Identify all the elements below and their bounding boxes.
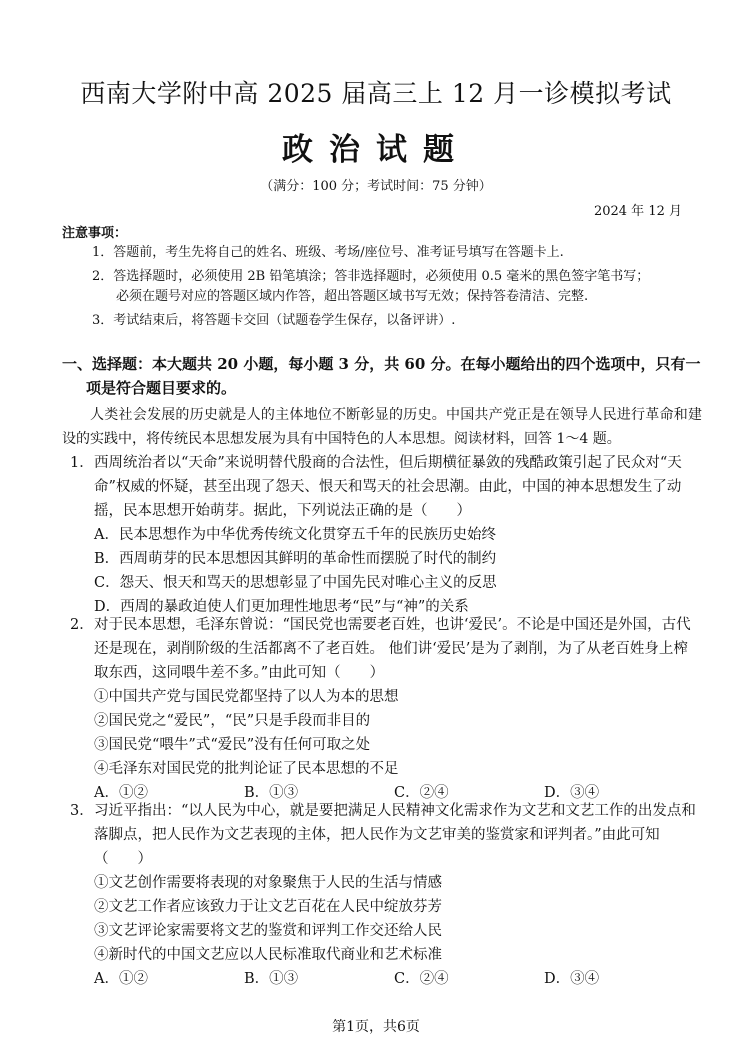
statement-3: ③文艺评论家需要将文艺的鉴赏和评判工作交还给人民 (94, 923, 442, 939)
exam-title: 西南大学附中高 2025 届高三上 12 月一诊模拟考试 (80, 79, 672, 108)
statement-1: ①文艺创作需要将表现的对象聚焦于人民的生活与情感 (94, 875, 442, 891)
statement-1: ①中国共产党与国民党都坚持了以人为本的思想 (94, 689, 399, 705)
option-a: A．民本思想作为中华优秀传统文化贯穿五千年的民族历史始终 (94, 527, 496, 543)
question-1 (70, 451, 702, 619)
choice-c: C．②④ (394, 971, 449, 987)
question-text: 西周统治者以“天命”来说明替代殷商的合法性，但后期横征暴敛的残酷政策引起了民众对“天命”权威的怀疑，甚至出现了怨天、恨天和骂天的社会思潮。由此，中国的神本思想发生了动摇，民本思想开始萌芽。据此，下列说法正确的是（ ） (94, 455, 682, 519)
material-intro: 人类社会发展的历史就是人的主体地位不断彰显的历史。中国共产党正是在领导人民进行革命和建设的实践中，将传统民本思想发展为具有中国特色的人本思想。阅读材料，回答 1～4 题。 (62, 407, 702, 447)
option-c: C．怨天、恨天和骂天的思想彰显了中国先民对唯心主义的反思 (94, 575, 497, 591)
notice-item: 3．考试结束后，将答题卡交回（试题卷学生保存，以备评讲）. (92, 313, 456, 328)
section-heading (62, 352, 710, 400)
section-heading-line: 一、选择题：本大题共 20 小题，每小题 3 分，共 60 分。在每小题给出的四个选项中，只有一 (62, 355, 701, 373)
question-stem (70, 451, 702, 523)
exam-meta: （满分：100 分；考试时间：75 分钟） (260, 179, 492, 194)
choice-a: A．①② (94, 785, 148, 801)
exam-date: 2024 年 12 月 (593, 204, 682, 219)
statement-2: ②文艺工作者应该致力于让文艺百花在人民中绽放芬芳 (94, 899, 442, 915)
statement-2: ②国民党之“爱民”，“民”只是手段而非目的 (94, 713, 371, 729)
question-2 (70, 613, 702, 805)
section-heading-line: 项是符合题目要求的。 (86, 379, 237, 397)
statement-3: ③国民党“喂牛”式“爱民”没有任何可取之处 (94, 737, 371, 753)
choice-c: C．②④ (394, 785, 449, 801)
choice-d: D．③④ (544, 785, 600, 801)
question-number: 2． (70, 617, 94, 633)
question-text: 对于民本思想，毛泽东曾说：“国民党也需要老百姓，也讲‘爱民’。不论是中国还是外国，古代还是现在，剥削阶级的生活都离不了老百姓。 他们讲‘爱民’是为了剥削，为了从老百姓身上榨取东西，这同喂牛差不多。”由此可知（ ） (94, 617, 691, 681)
choice-a: A．①② (94, 971, 148, 987)
choice-b: B．①③ (244, 971, 299, 987)
subject-title: 政治试题 (282, 132, 470, 168)
statement-4: ④新时代的中国文艺应以人民标准取代商业和艺术标准 (94, 947, 442, 963)
page-footer: 第1页，共6页 (332, 1019, 420, 1035)
option-d: D．西周的暴政迫使人们更加理性地思考“民”与“神”的关系 (94, 599, 469, 615)
question-number: 1． (70, 455, 94, 471)
choice-b: B．①③ (244, 785, 299, 801)
choice-row (70, 967, 702, 991)
notice-item: 1．答题前，考生先将自己的姓名、班级、考场/座位号、准考证号填写在答题卡上. (92, 245, 564, 260)
question-text: 习近平指出：“以人民为中心，就是要把满足人民精神文化需求作为文艺和文艺工作的出发点和落脚点，把人民作为文艺表现的主体，把人民作为文艺审美的鉴赏家和评判者。”由此可知（ ） (94, 803, 696, 867)
notice-title: 注意事项： (62, 226, 128, 241)
question-3 (70, 799, 702, 991)
question-stem (70, 613, 702, 685)
statement-4: ④毛泽东对国民党的批判论证了民本思想的不足 (94, 761, 399, 777)
option-b: B．西周萌芽的民本思想因其鲜明的革命性而摆脱了时代的制约 (94, 551, 497, 567)
notice-item: 2．答选择题时，必须使用 2B 铅笔填涂；答非选择题时，必须使用 0.5 毫米的黑色签字笔书写； (92, 269, 650, 284)
notice-item: 必须在题号对应的答题区域内作答，超出答题区域书写无效；保持答卷清洁、完整. (116, 289, 589, 304)
question-stem (70, 799, 702, 871)
question-number: 3． (70, 803, 94, 819)
choice-d: D．③④ (544, 971, 600, 987)
